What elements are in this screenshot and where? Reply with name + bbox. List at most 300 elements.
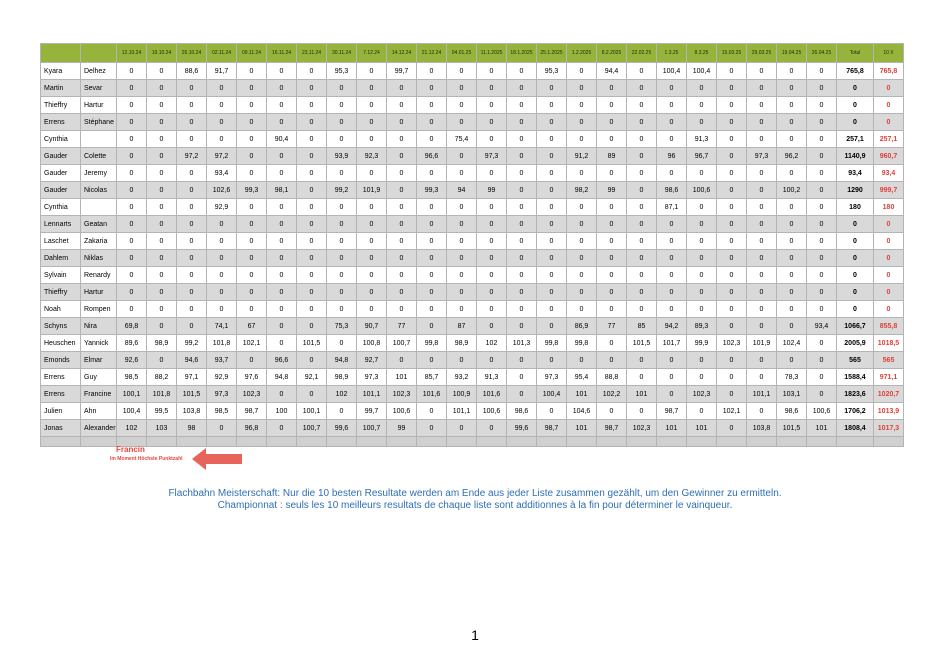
score-cell: 99,2 bbox=[327, 182, 357, 199]
score-cell: 87,1 bbox=[657, 199, 687, 216]
score-cell: 0 bbox=[477, 80, 507, 97]
score-cell: 101 bbox=[807, 420, 837, 437]
empty-footer-row bbox=[41, 437, 904, 447]
score-cell: 0 bbox=[687, 233, 717, 250]
score-cell: 0 bbox=[657, 97, 687, 114]
ten-x-cell: 1020,7 bbox=[874, 386, 904, 403]
table-row bbox=[41, 335, 904, 352]
score-cell: 0 bbox=[567, 199, 597, 216]
first-name-cell bbox=[81, 199, 117, 216]
score-cell: 0 bbox=[207, 97, 237, 114]
score-cell: 96,7 bbox=[687, 148, 717, 165]
score-cell: 77 bbox=[597, 318, 627, 335]
score-cell: 98,2 bbox=[567, 182, 597, 199]
score-cell: 0 bbox=[597, 284, 627, 301]
score-cell: 0 bbox=[567, 301, 597, 318]
score-cell: 0 bbox=[117, 284, 147, 301]
score-cell: 0 bbox=[507, 165, 537, 182]
score-cell: 0 bbox=[507, 114, 537, 131]
score-cell: 0 bbox=[717, 80, 747, 97]
last-name-cell: Dahlem bbox=[41, 250, 81, 267]
ten-x-cell: 93,4 bbox=[874, 165, 904, 182]
score-cell: 101,6 bbox=[477, 386, 507, 403]
score-cell: 0 bbox=[477, 165, 507, 182]
score-cell: 0 bbox=[387, 80, 417, 97]
score-cell: 0 bbox=[447, 267, 477, 284]
score-cell: 0 bbox=[537, 97, 567, 114]
score-cell: 99 bbox=[387, 420, 417, 437]
score-cell: 0 bbox=[297, 80, 327, 97]
score-cell: 0 bbox=[807, 369, 837, 386]
ten-x-cell: 180 bbox=[874, 199, 904, 216]
score-cell: 0 bbox=[447, 80, 477, 97]
score-cell: 0 bbox=[657, 80, 687, 97]
score-cell: 0 bbox=[777, 301, 807, 318]
ten-x-cell: 765,8 bbox=[874, 63, 904, 80]
score-cell: 102,1 bbox=[237, 335, 267, 352]
score-cell: 97,2 bbox=[177, 148, 207, 165]
score-cell: 0 bbox=[807, 80, 837, 97]
score-cell: 0 bbox=[147, 233, 177, 250]
first-name-cell: Renardy bbox=[81, 267, 117, 284]
score-cell: 0 bbox=[537, 80, 567, 97]
score-cell: 0 bbox=[297, 131, 327, 148]
empty-cell bbox=[717, 437, 747, 447]
score-cell: 100,7 bbox=[387, 335, 417, 352]
score-cell: 0 bbox=[117, 97, 147, 114]
score-cell: 99,8 bbox=[537, 335, 567, 352]
header-cell: 15.03.25 bbox=[717, 44, 747, 63]
score-cell: 0 bbox=[297, 182, 327, 199]
score-cell: 103,1 bbox=[777, 386, 807, 403]
total-cell: 1588,4 bbox=[837, 369, 874, 386]
score-cell: 0 bbox=[327, 165, 357, 182]
last-name-cell: Emonds bbox=[41, 352, 81, 369]
score-cell: 0 bbox=[687, 97, 717, 114]
last-name-cell: Errens bbox=[41, 386, 81, 403]
first-name-cell: Niklas bbox=[81, 250, 117, 267]
score-cell: 0 bbox=[477, 233, 507, 250]
ten-x-cell: 0 bbox=[874, 80, 904, 97]
score-cell: 101,5 bbox=[627, 335, 657, 352]
score-cell: 0 bbox=[567, 250, 597, 267]
score-cell: 0 bbox=[237, 233, 267, 250]
header-cell: 22.02.25 bbox=[627, 44, 657, 63]
last-name-cell: Errens bbox=[41, 369, 81, 386]
score-cell: 97,6 bbox=[237, 369, 267, 386]
score-cell: 0 bbox=[567, 131, 597, 148]
empty-cell bbox=[507, 437, 537, 447]
score-cell: 0 bbox=[717, 318, 747, 335]
score-cell: 101,5 bbox=[297, 335, 327, 352]
score-cell: 0 bbox=[627, 369, 657, 386]
score-cell: 0 bbox=[327, 403, 357, 420]
score-cell: 0 bbox=[147, 63, 177, 80]
score-cell: 0 bbox=[177, 131, 207, 148]
score-table bbox=[40, 43, 904, 447]
score-cell: 0 bbox=[447, 97, 477, 114]
table-row bbox=[41, 182, 904, 199]
score-cell: 0 bbox=[597, 335, 627, 352]
score-cell: 0 bbox=[297, 352, 327, 369]
score-cell: 0 bbox=[417, 63, 447, 80]
score-cell: 0 bbox=[807, 114, 837, 131]
score-cell: 86,9 bbox=[567, 318, 597, 335]
score-cell: 97,3 bbox=[747, 148, 777, 165]
table-row bbox=[41, 233, 904, 250]
score-cell: 0 bbox=[747, 284, 777, 301]
score-cell: 0 bbox=[237, 267, 267, 284]
score-cell: 0 bbox=[807, 97, 837, 114]
header-cell: 10 X bbox=[874, 44, 904, 63]
total-cell: 0 bbox=[837, 114, 874, 131]
score-cell: 0 bbox=[657, 369, 687, 386]
score-cell: 0 bbox=[387, 267, 417, 284]
score-cell: 0 bbox=[507, 352, 537, 369]
score-cell: 0 bbox=[147, 80, 177, 97]
score-cell: 0 bbox=[207, 301, 237, 318]
score-cell: 100,4 bbox=[537, 386, 567, 403]
empty-cell bbox=[417, 437, 447, 447]
total-cell: 0 bbox=[837, 267, 874, 284]
score-cell: 0 bbox=[777, 131, 807, 148]
score-cell: 0 bbox=[687, 284, 717, 301]
score-cell: 0 bbox=[777, 233, 807, 250]
score-cell: 0 bbox=[417, 131, 447, 148]
score-cell: 75,4 bbox=[447, 131, 477, 148]
score-cell: 0 bbox=[147, 352, 177, 369]
first-name-cell: Ahn bbox=[81, 403, 117, 420]
score-cell: 101,8 bbox=[147, 386, 177, 403]
score-cell: 0 bbox=[657, 233, 687, 250]
score-cell: 0 bbox=[657, 267, 687, 284]
empty-cell bbox=[327, 437, 357, 447]
table-row bbox=[41, 131, 904, 148]
highlight-label: Im Moment Höchste Punktzahl bbox=[110, 456, 183, 462]
score-cell: 0 bbox=[627, 148, 657, 165]
last-name-cell: Lennarts bbox=[41, 216, 81, 233]
score-cell: 0 bbox=[117, 216, 147, 233]
score-cell: 0 bbox=[267, 250, 297, 267]
total-cell: 565 bbox=[837, 352, 874, 369]
score-cell: 0 bbox=[357, 216, 387, 233]
score-cell: 98,6 bbox=[507, 403, 537, 420]
score-cell: 0 bbox=[117, 182, 147, 199]
score-cell: 0 bbox=[417, 267, 447, 284]
score-cell: 0 bbox=[207, 233, 237, 250]
score-cell: 0 bbox=[807, 352, 837, 369]
score-cell: 0 bbox=[687, 352, 717, 369]
score-cell: 91,3 bbox=[687, 131, 717, 148]
score-cell: 0 bbox=[777, 318, 807, 335]
score-cell: 0 bbox=[417, 403, 447, 420]
score-cell: 0 bbox=[537, 301, 567, 318]
score-cell: 0 bbox=[177, 318, 207, 335]
score-cell: 0 bbox=[717, 386, 747, 403]
score-cell: 0 bbox=[807, 267, 837, 284]
score-cell: 0 bbox=[717, 233, 747, 250]
score-cell: 0 bbox=[267, 216, 297, 233]
score-cell: 0 bbox=[387, 284, 417, 301]
score-cell: 0 bbox=[477, 131, 507, 148]
score-cell: 98,7 bbox=[597, 420, 627, 437]
empty-cell bbox=[207, 437, 237, 447]
score-cell: 0 bbox=[747, 114, 777, 131]
score-cell: 0 bbox=[297, 114, 327, 131]
header-cell: 19.10.24 bbox=[147, 44, 177, 63]
score-cell: 0 bbox=[807, 284, 837, 301]
score-cell: 0 bbox=[657, 131, 687, 148]
score-cell: 0 bbox=[267, 420, 297, 437]
total-cell: 1706,2 bbox=[837, 403, 874, 420]
empty-cell bbox=[537, 437, 567, 447]
score-cell: 0 bbox=[777, 216, 807, 233]
score-cell: 0 bbox=[747, 165, 777, 182]
score-cell: 0 bbox=[237, 131, 267, 148]
score-cell: 101,5 bbox=[777, 420, 807, 437]
score-cell: 0 bbox=[597, 165, 627, 182]
total-cell: 0 bbox=[837, 216, 874, 233]
score-cell: 0 bbox=[147, 216, 177, 233]
score-cell: 0 bbox=[477, 352, 507, 369]
score-cell: 99 bbox=[477, 182, 507, 199]
score-cell: 0 bbox=[267, 284, 297, 301]
score-cell: 101,5 bbox=[177, 386, 207, 403]
score-cell: 0 bbox=[147, 114, 177, 131]
score-cell: 0 bbox=[537, 267, 567, 284]
score-cell: 0 bbox=[447, 284, 477, 301]
score-cell: 0 bbox=[537, 114, 567, 131]
table-row bbox=[41, 284, 904, 301]
first-name-cell: Hartur bbox=[81, 97, 117, 114]
score-cell: 0 bbox=[507, 250, 537, 267]
first-name-cell: Elmar bbox=[81, 352, 117, 369]
score-cell: 0 bbox=[717, 352, 747, 369]
score-cell: 0 bbox=[327, 80, 357, 97]
score-cell: 0 bbox=[387, 216, 417, 233]
score-cell: 0 bbox=[687, 165, 717, 182]
score-cell: 0 bbox=[567, 80, 597, 97]
last-name-cell: Thieffry bbox=[41, 284, 81, 301]
score-cell: 0 bbox=[147, 267, 177, 284]
score-cell: 101,8 bbox=[207, 335, 237, 352]
ten-x-cell: 0 bbox=[874, 97, 904, 114]
score-cell: 0 bbox=[357, 301, 387, 318]
score-cell: 0 bbox=[627, 284, 657, 301]
header-cell bbox=[81, 44, 117, 63]
score-cell: 0 bbox=[477, 199, 507, 216]
score-cell: 0 bbox=[417, 97, 447, 114]
score-cell: 87 bbox=[447, 318, 477, 335]
score-cell: 99,7 bbox=[387, 63, 417, 80]
score-cell: 0 bbox=[537, 165, 567, 182]
score-cell: 0 bbox=[747, 131, 777, 148]
score-cell: 0 bbox=[147, 97, 177, 114]
table-row bbox=[41, 352, 904, 369]
score-cell: 0 bbox=[177, 182, 207, 199]
last-name-cell: Cynthia bbox=[41, 199, 81, 216]
score-cell: 0 bbox=[207, 80, 237, 97]
score-cell: 0 bbox=[177, 250, 207, 267]
score-cell: 103 bbox=[147, 420, 177, 437]
last-name-cell: Noah bbox=[41, 301, 81, 318]
header-cell: 7.12.24 bbox=[357, 44, 387, 63]
score-cell: 99 bbox=[597, 182, 627, 199]
empty-cell bbox=[627, 437, 657, 447]
header-cell: 26.04.25 bbox=[807, 44, 837, 63]
last-name-cell: Schyns bbox=[41, 318, 81, 335]
score-cell: 97,3 bbox=[477, 148, 507, 165]
score-cell: 0 bbox=[687, 250, 717, 267]
score-cell: 101 bbox=[627, 386, 657, 403]
score-cell: 0 bbox=[357, 233, 387, 250]
total-cell: 1140,9 bbox=[837, 148, 874, 165]
score-cell: 0 bbox=[807, 233, 837, 250]
score-cell: 0 bbox=[417, 352, 447, 369]
score-cell: 0 bbox=[507, 301, 537, 318]
score-cell: 0 bbox=[297, 63, 327, 80]
score-cell: 0 bbox=[747, 233, 777, 250]
score-cell: 0 bbox=[567, 165, 597, 182]
empty-cell bbox=[477, 437, 507, 447]
total-cell: 1066,7 bbox=[837, 318, 874, 335]
score-cell: 0 bbox=[177, 114, 207, 131]
score-cell: 0 bbox=[177, 301, 207, 318]
score-cell: 0 bbox=[327, 267, 357, 284]
score-cell: 0 bbox=[477, 250, 507, 267]
score-cell: 0 bbox=[447, 199, 477, 216]
score-cell: 0 bbox=[537, 216, 567, 233]
last-name-cell: Gauder bbox=[41, 182, 81, 199]
score-cell: 0 bbox=[507, 182, 537, 199]
score-cell: 0 bbox=[297, 216, 327, 233]
score-cell: 0 bbox=[237, 148, 267, 165]
score-cell: 0 bbox=[477, 97, 507, 114]
score-cell: 101 bbox=[567, 386, 597, 403]
score-cell: 0 bbox=[297, 199, 327, 216]
score-cell: 0 bbox=[207, 284, 237, 301]
score-cell: 0 bbox=[417, 199, 447, 216]
score-cell: 0 bbox=[447, 63, 477, 80]
score-cell: 99,9 bbox=[687, 335, 717, 352]
table-row bbox=[41, 301, 904, 318]
score-cell: 99,8 bbox=[417, 335, 447, 352]
first-name-cell: Francine bbox=[81, 386, 117, 403]
score-cell: 0 bbox=[327, 233, 357, 250]
score-cell: 96 bbox=[657, 148, 687, 165]
score-cell: 0 bbox=[747, 267, 777, 284]
score-cell: 0 bbox=[537, 284, 567, 301]
score-cell: 100,4 bbox=[687, 63, 717, 80]
total-cell: 0 bbox=[837, 301, 874, 318]
first-name-cell: Hartur bbox=[81, 284, 117, 301]
total-cell: 1290 bbox=[837, 182, 874, 199]
score-cell: 0 bbox=[747, 352, 777, 369]
empty-cell bbox=[567, 437, 597, 447]
score-cell: 0 bbox=[417, 318, 447, 335]
score-cell: 0 bbox=[417, 301, 447, 318]
score-cell: 98,7 bbox=[537, 420, 567, 437]
score-cell: 0 bbox=[237, 165, 267, 182]
score-cell: 0 bbox=[777, 80, 807, 97]
score-cell: 100,1 bbox=[117, 386, 147, 403]
score-cell: 0 bbox=[747, 216, 777, 233]
score-cell: 103,8 bbox=[747, 420, 777, 437]
ten-x-cell: 1017,3 bbox=[874, 420, 904, 437]
score-cell: 0 bbox=[807, 148, 837, 165]
score-cell: 89 bbox=[597, 148, 627, 165]
score-cell: 100,1 bbox=[297, 403, 327, 420]
score-cell: 92,9 bbox=[207, 199, 237, 216]
score-cell: 0 bbox=[177, 284, 207, 301]
score-cell: 0 bbox=[657, 284, 687, 301]
score-cell: 0 bbox=[447, 165, 477, 182]
score-cell: 102,6 bbox=[207, 182, 237, 199]
score-cell: 94 bbox=[447, 182, 477, 199]
score-cell: 0 bbox=[477, 216, 507, 233]
score-cell: 102 bbox=[117, 420, 147, 437]
score-cell: 0 bbox=[687, 199, 717, 216]
score-cell: 95,3 bbox=[327, 63, 357, 80]
score-cell: 0 bbox=[207, 420, 237, 437]
last-name-cell: Sylvain bbox=[41, 267, 81, 284]
score-cell: 0 bbox=[267, 301, 297, 318]
score-cell: 0 bbox=[807, 250, 837, 267]
score-cell: 0 bbox=[627, 403, 657, 420]
table-row bbox=[41, 420, 904, 437]
score-cell: 0 bbox=[597, 199, 627, 216]
score-cell: 0 bbox=[267, 386, 297, 403]
empty-cell bbox=[747, 437, 777, 447]
score-cell: 0 bbox=[597, 80, 627, 97]
score-cell: 0 bbox=[507, 267, 537, 284]
score-cell: 0 bbox=[177, 80, 207, 97]
score-cell: 98,9 bbox=[327, 369, 357, 386]
score-cell: 78,3 bbox=[777, 369, 807, 386]
score-cell: 69,8 bbox=[117, 318, 147, 335]
score-cell: 0 bbox=[537, 250, 567, 267]
table-row bbox=[41, 80, 904, 97]
header-cell: 14.12.24 bbox=[387, 44, 417, 63]
score-cell: 0 bbox=[357, 131, 387, 148]
score-cell: 0 bbox=[507, 63, 537, 80]
score-cell: 0 bbox=[357, 114, 387, 131]
score-cell: 0 bbox=[177, 267, 207, 284]
first-name-cell: Alexander bbox=[81, 420, 117, 437]
score-cell: 0 bbox=[147, 284, 177, 301]
score-cell: 0 bbox=[147, 199, 177, 216]
score-cell: 94,6 bbox=[177, 352, 207, 369]
score-cell: 0 bbox=[177, 233, 207, 250]
score-cell: 0 bbox=[327, 97, 357, 114]
table-row bbox=[41, 63, 904, 80]
header-cell: 29.03.25 bbox=[747, 44, 777, 63]
score-cell: 100,7 bbox=[297, 420, 327, 437]
score-cell: 98,5 bbox=[117, 369, 147, 386]
score-cell: 99,3 bbox=[237, 182, 267, 199]
score-cell: 97,3 bbox=[537, 369, 567, 386]
score-cell: 0 bbox=[147, 301, 177, 318]
score-cell: 97,3 bbox=[357, 369, 387, 386]
empty-cell bbox=[41, 437, 81, 447]
score-cell: 0 bbox=[537, 131, 567, 148]
score-cell: 0 bbox=[597, 250, 627, 267]
score-cell: 0 bbox=[657, 114, 687, 131]
header-cell: 12.10.24 bbox=[117, 44, 147, 63]
empty-cell bbox=[177, 437, 207, 447]
score-cell: 0 bbox=[297, 386, 327, 403]
score-cell: 102,1 bbox=[717, 403, 747, 420]
